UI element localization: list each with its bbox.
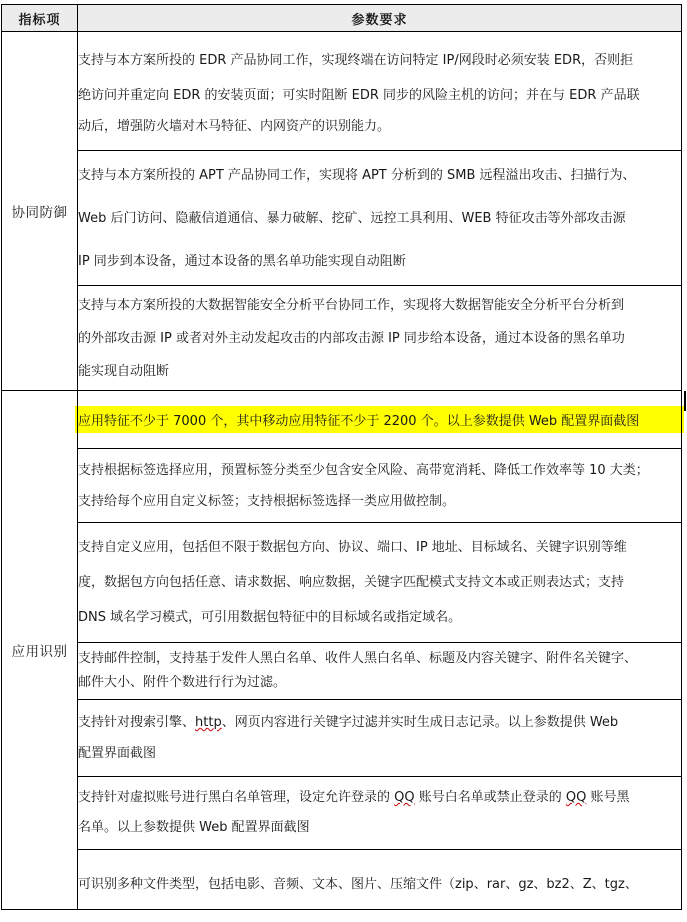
requirement-line: 支持与本方案所投的 EDR 产品协同工作，实现终端在访问特定 IP/网段时必须安装 EDR，否则拒 <box>78 52 634 68</box>
requirement-line: 能实现自动阻断 <box>78 363 170 379</box>
requirement-line: 支持自定义应用，包括但不限于数据包方向、协议、端口、IP 地址、目标域名、关键字识别等维 <box>78 540 627 555</box>
requirement-line: 动后，增强防火墙对木马特征、内网资产的识别能力。 <box>78 118 391 134</box>
requirement-line: 名单。以上参数提供 Web 配置界面截图 <box>78 820 310 835</box>
text-segment: 支持针对虚拟账号进行黑白名单管理，设定允许登录的 <box>78 790 395 805</box>
requirement-line: DNS 域名学习模式，可引用数据包特征中的目标域名或指定域名。 <box>78 610 462 625</box>
requirement-cell <box>78 643 682 700</box>
requirement-line: 支持邮件控制，支持基于发件人黑白名单、收件人黑白名单、标题及内容关键字、附件名关键字、 <box>78 651 638 666</box>
requirement-line: 绝访问并重定向 EDR 的安装页面；可实时阻断 EDR 同步的风险主机的访问；并在与 EDR 产品联 <box>78 87 640 103</box>
requirement-cell <box>78 32 682 151</box>
requirement-line: Web 后门访问、隐蔽信道通信、暴力破解、挖矿、远控工具利用、WEB 特征攻击等外部攻击源 <box>78 210 626 226</box>
requirement-line: 支持与本方案所投的 APT 产品协同工作，实现将 APT 分析到的 SMB 远程溢出攻击、扫描行为、 <box>78 167 636 183</box>
text-segment: 、网页内容进行关键字过滤并实时生成日志记录。以上参数提供 Web <box>221 715 619 730</box>
requirement-cell <box>78 286 682 391</box>
requirement-line <box>78 707 681 738</box>
requirement-line: 支持给每个应用自定义标签；支持根据标签选择一类应用做控制。 <box>78 493 456 509</box>
page-cutoff <box>0 918 687 922</box>
requirement-line: IP 同步到本设备，通过本设备的黑名单功能实现自动阻断 <box>78 253 406 269</box>
table-row <box>2 151 682 286</box>
requirement-cell <box>78 449 682 523</box>
table-row <box>2 850 682 910</box>
table-row <box>2 286 682 391</box>
requirements-table <box>1 4 682 910</box>
category-cell-app-identification: 应用识别 <box>2 391 78 910</box>
requirement-cell <box>78 850 682 910</box>
text-segment-qq: QQ <box>394 790 415 805</box>
table-row <box>2 523 682 643</box>
requirement-line: 支持根据标签选择应用，预置标签分类至少包含安全风险、高带宽消耗、降低工作效率等 10 大类； <box>78 462 649 478</box>
text-segment: 支持针对搜索引擎、 <box>78 715 196 730</box>
highlighted-requirement: 应用特征不少于 7000 个，其中移动应用特征不少于 2200 个。以上参数提供 Web 配置界面截图 <box>75 406 684 433</box>
text-segment-qq: QQ <box>565 790 587 805</box>
requirement-line: 邮件大小、附件个数进行行为过滤。 <box>78 675 287 690</box>
requirement-line: 的外部攻击源 IP 或者对外主动发起攻击的内部攻击源 IP 同步给本设备，通过本设备的黑名单功 <box>78 330 625 346</box>
header-requirement: 参数要求 <box>78 5 682 32</box>
table-row <box>2 643 682 700</box>
requirement-line: 支持与本方案所投的大数据智能安全分析平台协同工作，实现将大数据智能安全分析平台分析到 <box>78 297 625 313</box>
text-cursor-marker <box>684 391 686 411</box>
requirement-line <box>78 783 681 813</box>
requirement-cell <box>78 700 682 777</box>
table-row <box>2 32 682 151</box>
text-segment: 账号白名单或禁止登录的 <box>414 790 566 805</box>
text-segment: 账号黑 <box>586 790 630 805</box>
category-cell-coordinated-defense: 协同防御 <box>2 32 78 391</box>
text-segment-http: http <box>195 715 222 730</box>
requirement-line: 配置界面截图 <box>78 746 157 761</box>
table-row <box>2 449 682 523</box>
table-row <box>2 391 682 449</box>
table-row <box>2 777 682 850</box>
requirement-line: 度，数据包方向包括任意、请求数据、响应数据，关键字匹配模式支持文本或正则表达式；支持 <box>78 575 625 590</box>
requirement-cell <box>78 151 682 286</box>
requirement-cell <box>78 391 682 449</box>
table-row <box>2 700 682 777</box>
requirement-line: 可识别多种文件类型，包括电影、音频、文本、图片、压缩文件（zip、rar、gz、bz2、Z、tgz、 <box>78 877 638 892</box>
table-header-row <box>2 5 682 32</box>
requirement-cell <box>78 523 682 643</box>
requirement-cell <box>78 777 682 850</box>
header-category: 指标项 <box>2 5 78 32</box>
